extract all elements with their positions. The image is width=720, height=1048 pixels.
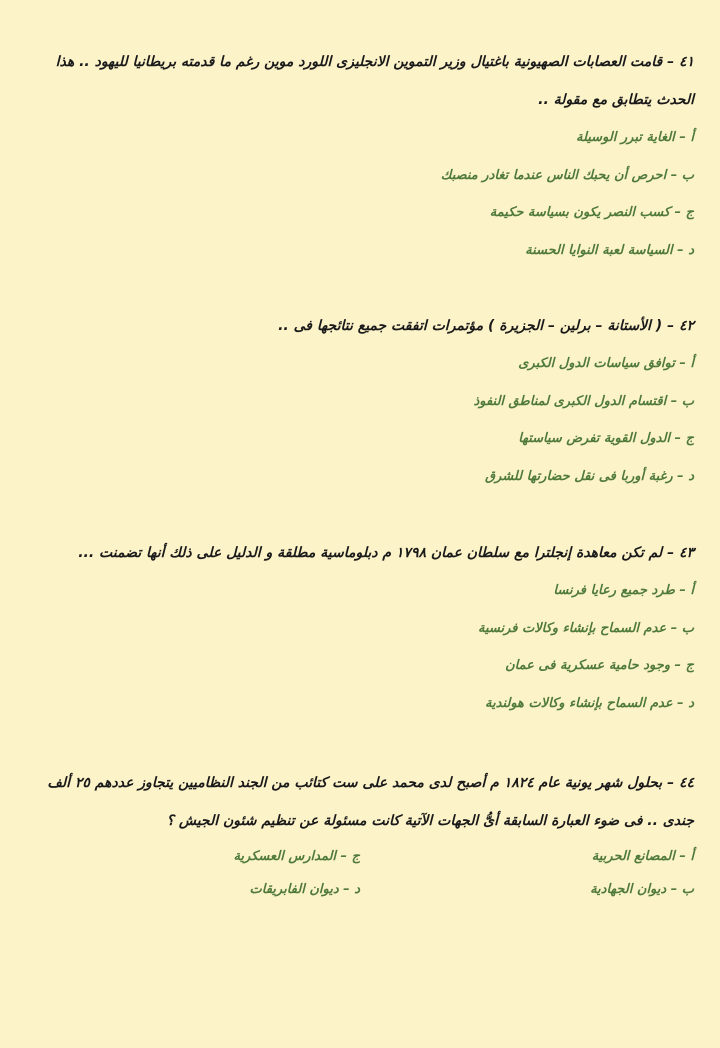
options-list — [26, 345, 694, 495]
question-body: ( الأستانة – برلين – الجزيرة ) مؤتمرات اتفقت جميع نتائجها فى .. — [278, 318, 663, 334]
option-b[interactable]: ب – احرص أن يحبك الناس عندما تغادر منصبك — [440, 167, 694, 183]
question-text: ٤٢ – ( الأستانة – برلين – الجزيرة ) مؤتمرات اتفقت جميع نتائجها فى .. — [278, 318, 694, 334]
question-number: ٤٢ — [678, 318, 694, 334]
option-a[interactable]: أ – طرد جميع رعايا فرنسا — [553, 583, 694, 598]
option-c[interactable]: ج – المدارس العسكرية — [233, 849, 360, 864]
option-c[interactable]: ج – كسب النصر يكون بسياسة حكيمة — [489, 205, 694, 220]
option-a[interactable]: أ – المصانع الحربية — [591, 849, 694, 864]
option-b[interactable]: ب – ديوان الجهادية — [590, 882, 694, 897]
question-number: ٤١ — [678, 54, 694, 70]
options-grid — [26, 840, 694, 906]
option-a[interactable]: أ – توافق سياسات الدول الكبرى — [518, 356, 694, 371]
question-body: قامت العصابات الصهيونية باغتيال وزير التموين الانجليزى اللورد موين رغم ما قدمته بريطانيا لليهود .. هذا الحدث يتطابق مع مقولة .. — [55, 54, 694, 108]
question-body: لم تكن معاهدة إنجلترا مع سلطان عمان ١٧٩٨ م دبلوماسية مطلقة و الدليل على ذلك أنها تضمنت ... — [78, 545, 663, 561]
question-41 — [26, 43, 694, 269]
option-d[interactable]: د – ديوان الفابريقات — [249, 882, 360, 897]
option-c[interactable]: ج – وجود حامية عسكرية فى عمان — [505, 658, 694, 673]
options-list — [26, 572, 694, 722]
question-42 — [26, 307, 694, 495]
option-a[interactable]: أ – الغاية تبرر الوسيلة — [575, 130, 694, 145]
question-text: ٤٤ – بحلول شهر يونية عام ١٨٢٤ م أصبح لدى محمد على ست كتائب من الجند النظاميين يتجاوز عددهم ٢٥ ألف جندى .. فى ضوء العبارة السابقة أىُّ الجهات الآتية كانت مسئولة عن تنظيم شئون الجيش ؟ — [47, 775, 694, 829]
question-43 — [26, 534, 694, 722]
question-body: بحلول شهر يونية عام ١٨٢٤ م أصبح لدى محمد على ست كتائب من الجند النظاميين يتجاوز عددهم ٢٥ ألف جندى .. فى ضوء العبارة السابقة أىُّ الجهات الآتية كانت مسئولة عن تنظيم شئون الجيش ؟ — [47, 775, 694, 829]
question-text: ٤٣ – لم تكن معاهدة إنجلترا مع سلطان عمان ١٧٩٨ م دبلوماسية مطلقة و الدليل على ذلك أنها تضمنت ... — [78, 545, 694, 561]
question-number: ٤٣ — [678, 545, 694, 561]
option-b[interactable]: ب – عدم السماح بإنشاء وكالات فرنسية — [477, 620, 694, 636]
option-d[interactable]: د – رغبة أوربا فى نقل حضارتها للشرق — [484, 468, 694, 484]
question-text: ٤١ – قامت العصابات الصهيونية باغتيال وزير التموين الانجليزى اللورد موين رغم ما قدمته بريطانيا لليهود .. هذا الحدث يتطابق مع مقولة .. — [55, 54, 694, 108]
question-number: ٤٤ — [678, 775, 694, 791]
question-44 — [26, 764, 694, 906]
options-list — [26, 119, 694, 269]
option-d[interactable]: د – السياسة لعبة النوايا الحسنة — [525, 242, 694, 258]
option-c[interactable]: ج – الدول القوية تفرض سياستها — [518, 431, 694, 446]
option-b[interactable]: ب – اقتسام الدول الكبرى لمناطق النفوذ — [473, 393, 694, 409]
option-d[interactable]: د – عدم السماح بإنشاء وكالات هولندية — [485, 695, 694, 711]
